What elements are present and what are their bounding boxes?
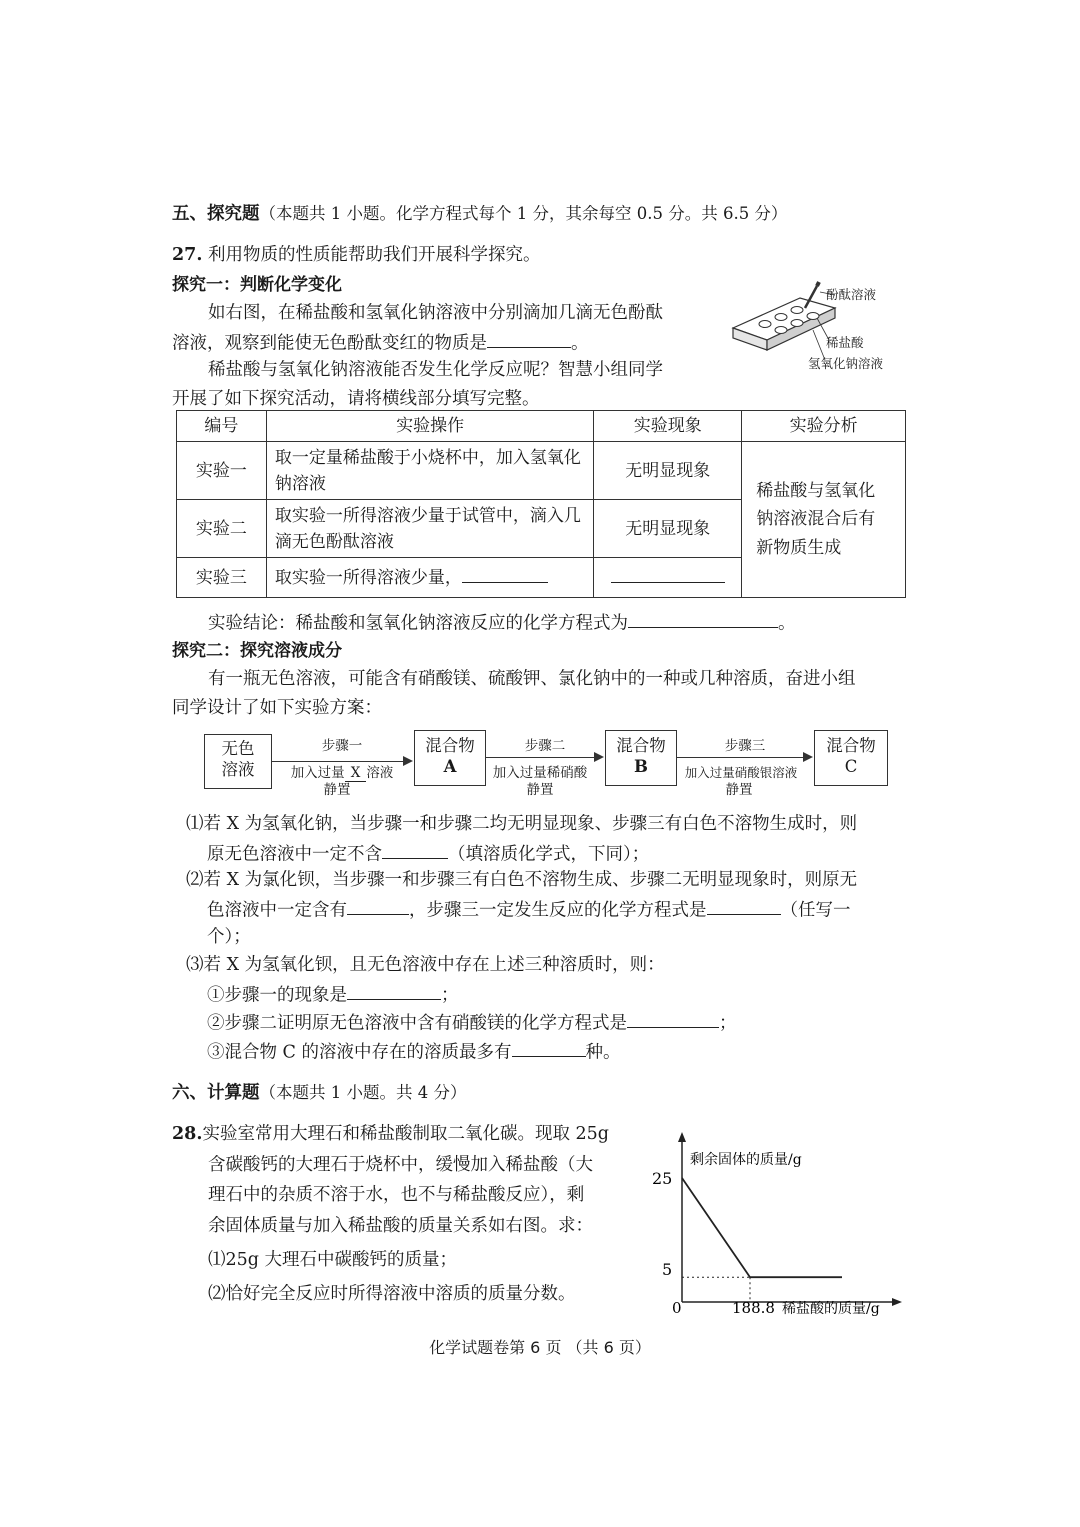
table-cell-id: 实验三 (177, 558, 267, 598)
series-line (682, 1178, 842, 1277)
series-layer (682, 1178, 842, 1302)
flow-step2-label: 步骤二 (524, 738, 566, 754)
table-cell-op (266, 558, 593, 598)
table-row (177, 442, 906, 500)
q27-s2-line1: ⑵若 X 为氯化钡，当步骤一和步骤三有白色不溶物生成、步骤二无明显现象时，则原无 (186, 870, 858, 890)
q27-s3-line1: ⑶若 X 为氢氧化钡，且无色溶液中存在上述三种溶质时，则： (186, 955, 665, 975)
q27-s1-line2-text: 原无色溶液中一定不含 (207, 844, 382, 865)
q27-s2-line3: 个）； (207, 927, 251, 947)
q27-s2-line2-mid: ，步骤三一定发生反应的化学方程式是 (409, 900, 707, 921)
q27-p1-line2 (172, 329, 589, 358)
x-axis-arrowhead (892, 1298, 902, 1306)
q27-p1-line2-text: 溶液，观察到能使无色酚酞变红的物质是 (172, 333, 487, 354)
q27-s3-item2-text: ②步骤二证明原无色溶液中含有硝酸镁的化学方程式是 (207, 1013, 627, 1034)
q28-line1-text: 实验室常用大理石和稀盐酸制取二氧化碳。现取 25g (202, 1124, 609, 1144)
flow-box-start-line2: 溶液 (221, 760, 255, 780)
answer-blank[interactable] (628, 609, 778, 628)
flow-box-a (414, 730, 486, 786)
figure-label-naoh: 氢氧化钠溶液 (808, 356, 884, 371)
q27-conclusion-text: 实验结论：稀盐酸和氢氧化钠溶液反应的化学方程式为 (208, 613, 628, 634)
flow-box-b-line2: B (634, 757, 648, 777)
flow-box-b-line1: 混合物 (616, 736, 666, 755)
q28-line4: 余固体质量与加入稀盐酸的质量关系如右图。求： (208, 1216, 593, 1236)
q27-s3-item3-text: ③混合物 C 的溶液中存在的溶质最多有 (207, 1042, 512, 1063)
q27-s3-item2-end: ； (719, 1013, 737, 1034)
flow-box-a-line2: A (443, 757, 457, 777)
q27-conclusion (208, 609, 796, 638)
section6-note: （本题共 1 小题。共 4 分） (259, 1083, 467, 1102)
q27-p3-line1: 有一瓶无色溶液，可能含有硝酸镁、硫酸钾、氯化钠中的一种或几种溶质，奋进小组 (208, 669, 856, 689)
origin-label: 0 (672, 1299, 682, 1317)
table-cell-op: 取实验一所得溶液少量于试管中，滴入几滴无色酚酞溶液 (266, 500, 593, 558)
y-tick-label: 25 (652, 1169, 673, 1188)
answer-blank[interactable] (627, 1009, 719, 1028)
q27-s1-line2-end: （填溶质化学式，下同）； (448, 844, 650, 865)
q27-s2-line2-text: 色溶液中一定含有 (207, 900, 347, 921)
table-cell-id: 实验一 (177, 442, 267, 500)
answer-blank[interactable] (707, 896, 781, 915)
section5-heading-line (172, 201, 787, 228)
table-header: 实验操作 (266, 411, 593, 442)
table-cell-op: 取一定量稀盐酸于小烧杯中，加入氢氧化钠溶液 (266, 442, 593, 500)
table-cell-analysis: 稀盐酸与氢氧化钠溶液混合后有新物质生成 (742, 442, 906, 598)
page-footer: 化学试题卷第 6 页 （共 6 页） (429, 1338, 651, 1357)
flow-step1-sub-b: 溶液 (366, 765, 394, 781)
answer-blank[interactable] (382, 840, 448, 859)
q28-line2: 含碳酸钙的大理石于烧杯中，缓慢加入稀盐酸（大 (208, 1155, 593, 1175)
answer-blank[interactable] (347, 896, 409, 915)
figure-label-phenolphthalein: 酚酞溶液 (826, 287, 877, 302)
flow-box-a-line1: 混合物 (425, 736, 475, 755)
table-cell-op-text: 取实验一所得溶液少量， (274, 568, 462, 589)
flow-step2-sub2: 静置 (526, 782, 554, 798)
y-axis-arrowhead (678, 1132, 686, 1142)
flow-step3-sub: 加入过量硝酸银溶液 (684, 765, 798, 780)
section5-heading: 五、探究题 (172, 204, 260, 224)
q27-part2-title: 探究二：探究溶液成分 (172, 641, 342, 661)
flow-box-b (605, 730, 677, 786)
flow-step1-sub2: 静置 (323, 782, 351, 798)
mass-chart (640, 1130, 910, 1325)
q27-p2-line1: 稀盐酸与氢氧化钠溶液能否发生化学反应呢？智慧小组同学 (208, 360, 663, 380)
answer-blank[interactable] (347, 981, 441, 1000)
q27-s1-line1: ⑴若 X 为氢氧化钠，当步骤一和步骤二均无明显现象、步骤三有白色不溶物生成时，则 (186, 814, 858, 834)
flow-box-start (204, 734, 272, 789)
q28-sub2: ⑵恰好完全反应时所得溶液中溶质的质量分数。 (208, 1284, 576, 1304)
q27-s2-line2-end: （任写一 (780, 900, 851, 921)
table-cell-phen: 无明显现象 (594, 500, 742, 558)
table-header: 编号 (177, 411, 267, 442)
section5-note: （本题共 1 小题。化学方程式每个 1 分，其余每空 0.5 分。共 6.5 分） (259, 204, 788, 223)
section6-heading-line (172, 1080, 466, 1107)
y-axis-label: 剩余固体的质量/g (690, 1152, 802, 1168)
flow-step1-x: X (345, 766, 367, 782)
table-header-row (177, 411, 906, 442)
flow-arrow-3 (677, 757, 803, 758)
x-axis-label: 稀盐酸的质量/g (782, 1301, 880, 1317)
q27-number: 27. (172, 245, 203, 265)
table-header: 实验分析 (742, 411, 906, 442)
q27-s3-item2 (207, 1009, 737, 1038)
q27-conclusion-end: 。 (778, 613, 796, 634)
flow-step3-label: 步骤三 (724, 738, 766, 754)
q27-s1-line2 (207, 840, 649, 869)
section6-heading: 六、计算题 (172, 1083, 260, 1103)
table-cell-id: 实验二 (177, 500, 267, 558)
flow-box-start-line1: 无色 (221, 739, 255, 758)
q27-s3-item1-text: ①步骤一的现象是 (207, 985, 347, 1006)
flow-box-c-line1: 混合物 (826, 736, 876, 755)
q27-stem-line (172, 242, 541, 269)
experiment-table (176, 410, 906, 598)
q28-line3: 理石中的杂质不溶于水，也不与稀盐酸反应），剩 (208, 1185, 585, 1205)
q27-s3-item1 (207, 981, 459, 1010)
flow-box-c (814, 730, 888, 786)
q28-number: 28. (172, 1124, 203, 1144)
table-cell-phen (594, 558, 742, 598)
q27-s2-line2 (207, 896, 851, 925)
q27-part1-title: 探究一：判断化学变化 (172, 275, 342, 295)
flow-step1-sub-a: 加入过量 (290, 765, 345, 781)
answer-blank[interactable] (462, 564, 548, 583)
q27-p1-line2-end: 。 (571, 333, 589, 354)
q27-s3-item1-end: ； (441, 985, 459, 1006)
q28-line1 (172, 1121, 609, 1148)
y-tick-label: 5 (662, 1260, 673, 1279)
x-tick-label: 188.8 (732, 1299, 775, 1317)
table-cell-phen: 无明显现象 (594, 442, 742, 500)
answer-blank[interactable] (512, 1038, 586, 1057)
q27-p3-line2: 同学设计了如下实验方案： (172, 698, 382, 718)
q28-sub1: ⑴25g 大理石中碳酸钙的质量； (208, 1250, 458, 1270)
q27-s3-item3 (207, 1038, 621, 1067)
figure-label-hcl: 稀盐酸 (826, 335, 864, 350)
q27-p1-line1: 如右图，在稀盐酸和氢氧化钠溶液中分别滴加几滴无色酚酞 (208, 303, 663, 323)
table-header: 实验现象 (594, 411, 742, 442)
flow-step1-sub (272, 765, 412, 782)
flow-step3-sub2: 静置 (725, 782, 753, 798)
flow-step1-label: 步骤一 (321, 738, 363, 754)
q27-stem: 利用物质的性质能帮助我们开展科学探究。 (208, 245, 541, 265)
flow-step2-sub: 加入过量稀硝酸 (492, 765, 588, 781)
flow-box-c-line2: C (844, 757, 858, 777)
q27-p2-line2: 开展了如下探究活动，请将横线部分填写完整。 (172, 389, 540, 409)
q27-s3-item3-end: 种。 (585, 1042, 621, 1063)
answer-blank[interactable] (487, 329, 571, 348)
answer-blank[interactable] (611, 564, 725, 583)
flow-arrow-1 (272, 761, 403, 762)
flow-arrow-2 (486, 757, 594, 758)
